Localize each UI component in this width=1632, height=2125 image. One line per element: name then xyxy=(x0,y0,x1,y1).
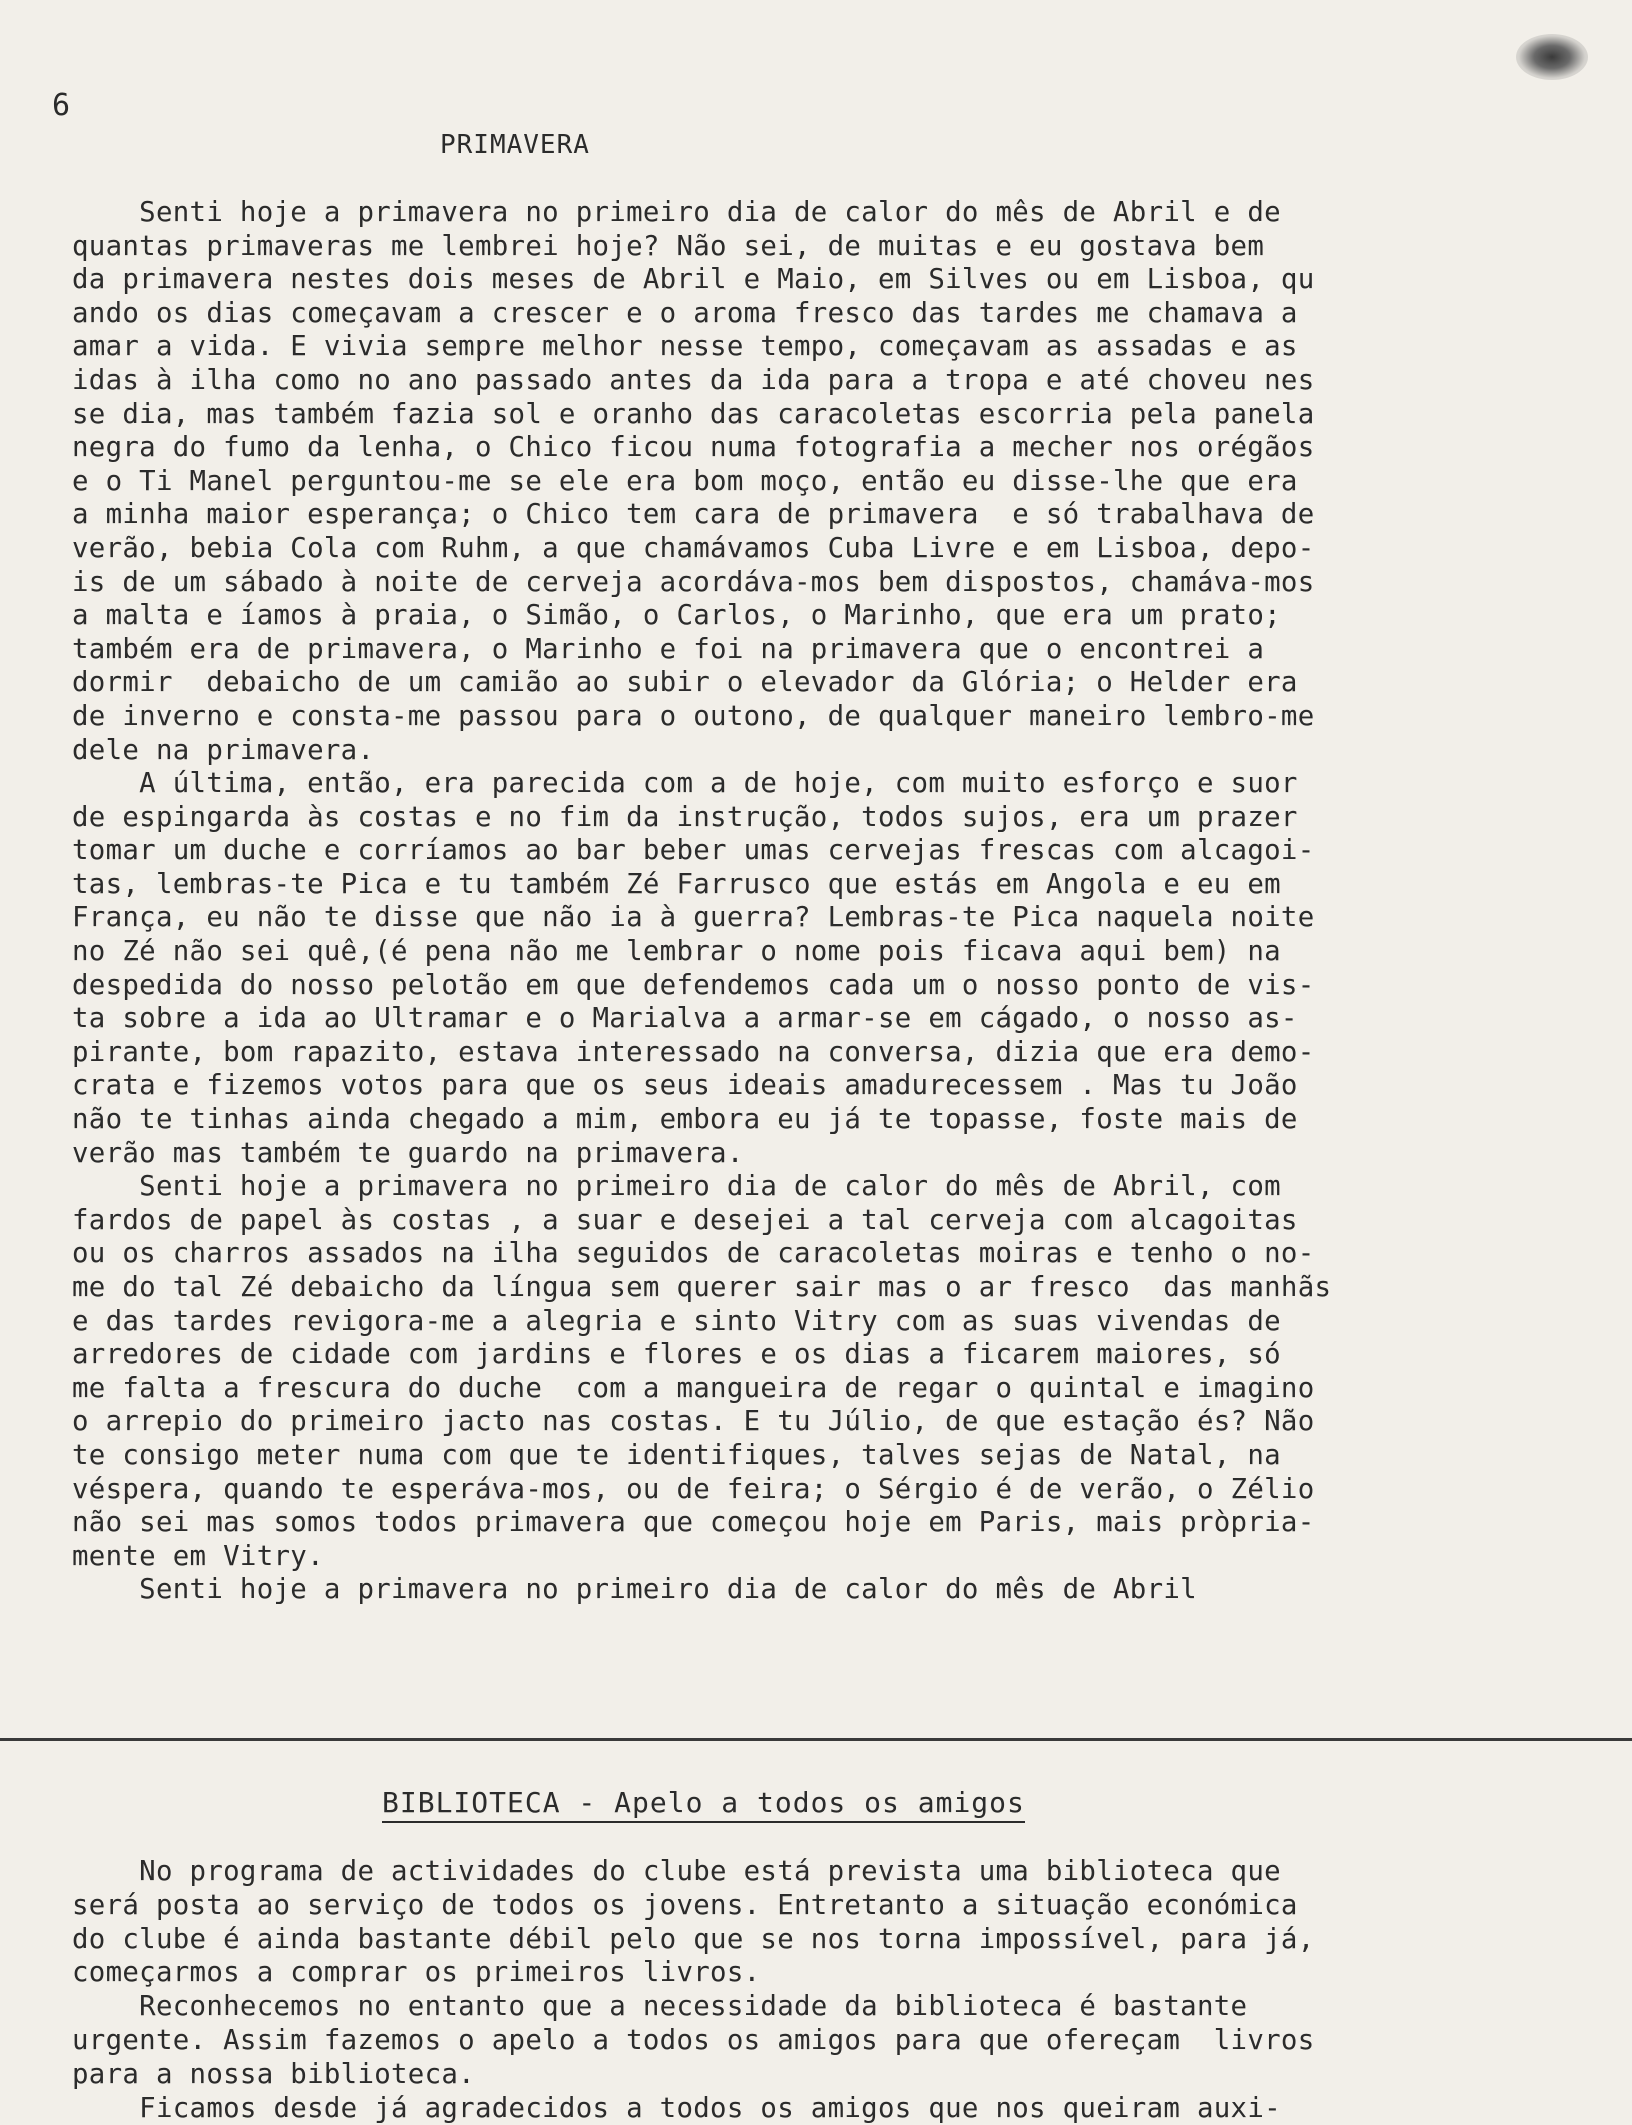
text-line: para a nossa biblioteca. xyxy=(72,2058,475,2090)
text-line: começarmos a comprar os primeiros livros. xyxy=(72,1957,761,1989)
text-line: dele na primavera. xyxy=(72,734,375,766)
text-line: me do tal Zé debaicho da língua sem querer sair mas o ar fresco das manhãs xyxy=(72,1272,1332,1303)
text-line: se dia, mas também fazia sol e oranho das caracoletas escorria pela panela xyxy=(72,398,1315,430)
text-line: A última, então, era parecida com a de hoje, com muito esforço e suor xyxy=(72,768,1298,800)
text-line: me falta a frescura do duche com a mangueira de regar o quintal e imagino xyxy=(72,1372,1315,1404)
text-line: negra do fumo da lenha, o Chico ficou numa fotografia a mecher nos orégãos xyxy=(72,432,1315,464)
text-line: tas, lembras-te Pica e tu também Zé Farrusco que estás em Angola e eu em xyxy=(72,868,1281,900)
text-line: a minha maior esperança; o Chico tem cara de primavera e só trabalhava de xyxy=(72,499,1315,531)
text-line: verão mas também te guardo na primavera. xyxy=(72,1137,744,1169)
text-line: da primavera nestes dois meses de Abril e Maio, em Silves ou em Lisboa, qu xyxy=(72,264,1315,296)
text-line: e o Ti Manel perguntou-me se ele era bom moço, então eu disse-lhe que era xyxy=(72,465,1298,497)
text-line: Ficamos desde já agradecidos a todos os amigos que nos queiram auxi- xyxy=(72,2092,1281,2124)
text-line: tomar um duche e corríamos ao bar beber umas cervejas frescas com alcagoi- xyxy=(72,835,1315,867)
section-divider xyxy=(0,1738,1632,1741)
text-line: Reconhecemos no entanto que a necessidade da biblioteca é bastante xyxy=(72,1991,1248,2023)
text-line: o arrepio do primeiro jacto nas costas. E tu Júlio, de que estação és? Não xyxy=(72,1406,1315,1438)
text-line: Senti hoje a primavera no primeiro dia de calor do mês de Abril e de xyxy=(72,197,1281,228)
ink-blot xyxy=(1516,34,1588,80)
article-title: PRIMAVERA xyxy=(440,130,590,160)
text-line: idas à ilha como no ano passado antes da ida para a tropa e até choveu nes xyxy=(72,364,1315,396)
text-line: quantas primaveras me lembrei hoje? Não sei, de muitas e eu gostava bem xyxy=(72,230,1265,262)
text-line: arredores de cidade com jardins e flores e os dias a ficarem maiores, só xyxy=(72,1339,1281,1371)
text-line: no Zé não sei quê,(é pena não me lembrar o nome pois ficava aqui bem) na xyxy=(72,936,1281,968)
text-line: não sei mas somos todos primavera que começou hoje em Paris, mais pròpria- xyxy=(72,1507,1315,1539)
page-number: 6 xyxy=(52,88,72,123)
text-line: a malta e íamos à praia, o Simão, o Carlos, o Marinho, que era um prato; xyxy=(72,600,1281,632)
text-line: ou os charros assados na ilha seguidos de caracoletas moiras e tenho o no- xyxy=(72,1238,1315,1270)
text-line: urgente. Assim fazemos o apelo a todos os amigos para que ofereçam livros xyxy=(72,2024,1315,2056)
article-body xyxy=(72,196,1602,1607)
text-line: Senti hoje a primavera no primeiro dia de calor do mês de Abril xyxy=(72,1574,1197,1606)
text-line: e das tardes revigora-me a alegria e sinto Vitry com as suas vivendas de xyxy=(72,1305,1281,1337)
text-line: despedida do nosso pelotão em que defendemos cada um o nosso ponto de vis- xyxy=(72,969,1315,1001)
text-line: França, eu não te disse que não ia à guerra? Lembras-te Pica naquela noite xyxy=(72,902,1315,934)
text-line: de inverno e consta-me passou para o outono, de qualquer maneiro lembro-me xyxy=(72,700,1315,732)
text-line: ando os dias começavam a crescer e o aroma fresco das tardes me chamava a xyxy=(72,297,1298,329)
text-line: No programa de actividades do clube está prevista uma biblioteca que xyxy=(72,1856,1281,1887)
text-line: crata e fizemos votos para que os seus ideais amadurecessem . Mas tu João xyxy=(72,1070,1298,1102)
text-line: pirante, bom rapazito, estava interessado na conversa, dizia que era demo- xyxy=(72,1036,1315,1068)
text-line: Senti hoje a primavera no primeiro dia de calor do mês de Abril, com xyxy=(72,1171,1281,1203)
text-line: verão, bebia Cola com Ruhm, a que chamávamos Cuba Livre e em Lisboa, depo- xyxy=(72,532,1315,564)
text-line: também era de primavera, o Marinho e foi na primavera que o encontrei a xyxy=(72,633,1265,665)
text-line: amar a vida. E vivia sempre melhor nesse tempo, começavam as assadas e as xyxy=(72,331,1298,363)
text-line: do clube é ainda bastante débil pelo que se nos torna impossível, para já, xyxy=(72,1923,1315,1955)
text-line: será posta ao serviço de todos os jovens. Entretanto a situação económica xyxy=(72,1889,1298,1921)
text-line: fardos de papel às costas , a suar e desejei a tal cerveja com alcagoitas xyxy=(72,1204,1298,1236)
text-line: ta sobre a ida ao Ultramar e o Marialva a armar-se em cágado, o nosso as- xyxy=(72,1003,1298,1035)
text-line: não te tinhas ainda chegado a mim, embora eu já te topasse, foste mais de xyxy=(72,1104,1298,1136)
text-line: dormir debaicho de um camião ao subir o elevador da Glória; o Helder era xyxy=(72,667,1298,699)
text-line: véspera, quando te esperáva-mos, ou de feira; o Sérgio é de verão, o Zélio xyxy=(72,1473,1315,1505)
text-line: de espingarda às costas e no fim da instrução, todos sujos, era um prazer xyxy=(72,801,1298,833)
notice-body xyxy=(72,1855,1602,2125)
text-line: mente em Vitry. xyxy=(72,1540,324,1572)
text-line: is de um sábado à noite de cerveja acordáva-mos bem dispostos, chamáva-mos xyxy=(72,566,1315,598)
text-line: te consigo meter numa com que te identifiques, talves sejas de Natal, na xyxy=(72,1439,1281,1471)
notice-title: BIBLIOTECA - Apelo a todos os amigos xyxy=(382,1786,1025,1823)
